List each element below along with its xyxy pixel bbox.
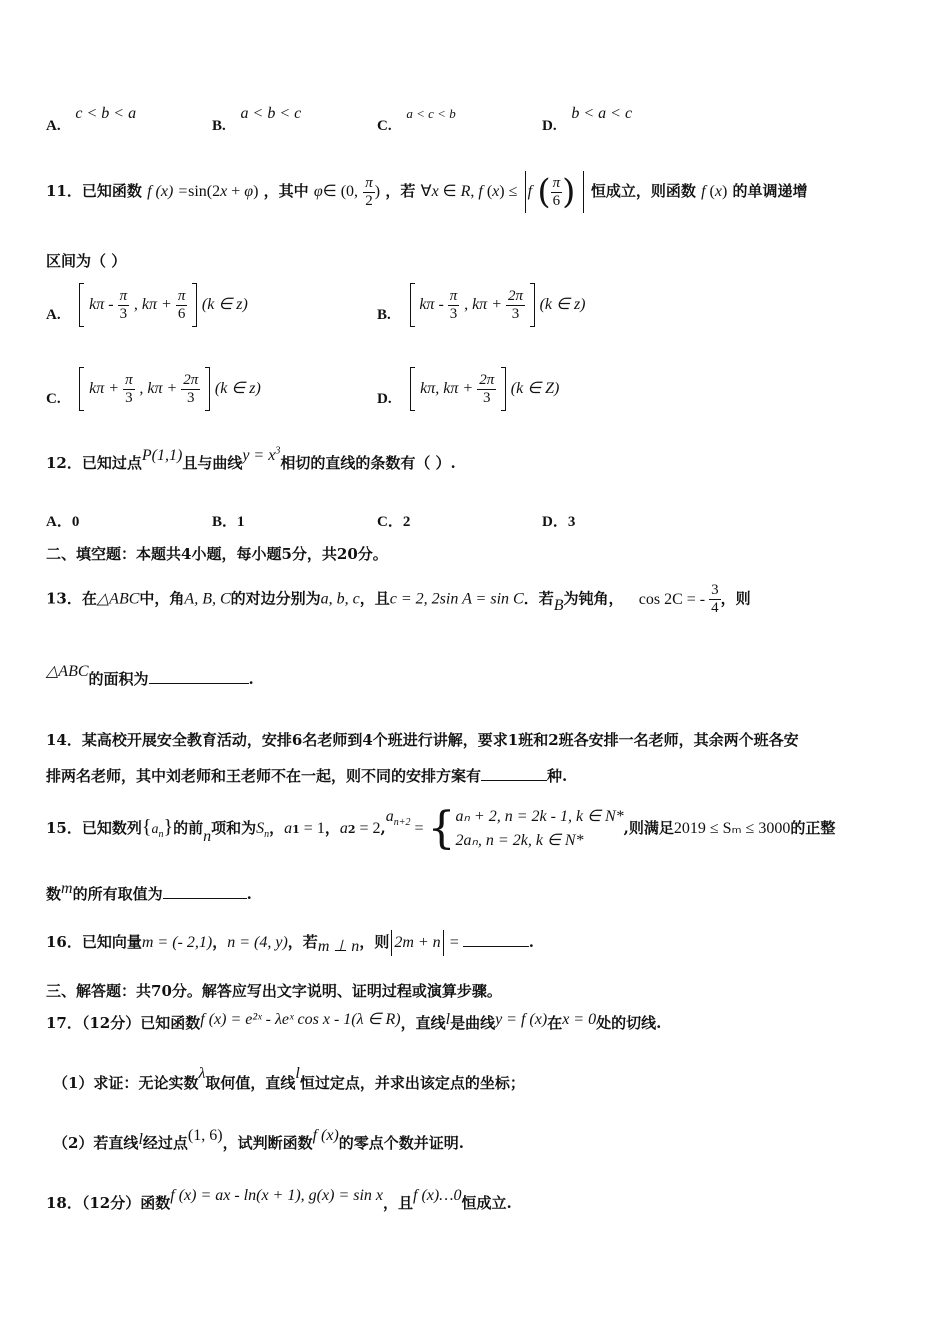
q14-end: 种. — [547, 767, 568, 785]
frac-den: 4 — [711, 600, 719, 616]
q15-case-1: aₙ + 2, n = 2k - 1, k ∈ N* — [455, 808, 624, 825]
option-label: B. — [377, 307, 391, 323]
frac-den: 3 — [511, 305, 520, 322]
q18-text-1: 18．（12分）函数 — [46, 1194, 171, 1212]
q10-option-a — [46, 104, 137, 134]
q13-text-1: 13．在 — [46, 589, 97, 608]
q12-text-3: 相切的直线的条数有（ ）. — [280, 454, 456, 472]
q15-text-5: 的正整 — [790, 819, 836, 837]
interval-left: kπ - — [89, 296, 118, 313]
q12-text-2: 且与曲线 — [182, 454, 243, 472]
q17-stem: 17．（12分）已知函数f (x) = e²ˣ - λeˣ cos x - 1(λ ∈ R)，直线l是曲线y = f (x)在x = 0处的切线. — [46, 1011, 662, 1032]
q13-text-6: 为钝角， — [563, 589, 624, 608]
option-value: 0 — [71, 514, 80, 530]
q17-p2-text-1: （2）若直线 — [53, 1134, 139, 1152]
q15-answer-blank[interactable] — [163, 884, 247, 899]
q11-stem-line2: 区间为（ ） — [46, 252, 127, 270]
q16-perp: m ⊥ n — [317, 938, 360, 955]
q18-text-2: ，且 — [383, 1194, 414, 1212]
option-label: A. — [46, 118, 61, 134]
q13-text-3: 的对边分别为 — [230, 589, 321, 608]
option-label: D. — [542, 118, 557, 134]
q11-option-c — [46, 367, 261, 411]
q15-text-4: ,则满足 — [623, 819, 674, 837]
q16-end: . — [528, 933, 534, 951]
q12-option-a — [46, 510, 79, 531]
interval-left: kπ + — [89, 380, 124, 397]
q12-stem — [46, 445, 456, 473]
q16-text-1: 16．已知向量 — [46, 933, 142, 951]
q17-p1-text-1: （1）求证：无论实数 — [53, 1074, 199, 1092]
option-label: B． — [212, 514, 238, 530]
q11-text-4: 恒成立，则函数 — [590, 182, 696, 200]
q11-phi: φ — [313, 183, 323, 200]
q12-point: P(1,1) — [141, 447, 183, 464]
q13-condition: c = 2, 2sin A = sin C — [389, 590, 524, 608]
interval-left: kπ - — [419, 296, 448, 313]
interval-tail: (k ∈ Z) — [510, 380, 560, 397]
q13-sides: a, b, c — [320, 590, 360, 608]
q13-answer-blank[interactable] — [149, 669, 249, 684]
option-label: D． — [542, 514, 568, 530]
q13-end: . — [248, 670, 254, 688]
frac-num: 2π — [508, 287, 524, 304]
q15-text-1: 15．已知数列 — [46, 819, 142, 837]
q16-abs-expr: 2m + n — [394, 934, 441, 951]
q14-text: 排两名老师，其中刘老师和王老师不在一起，则不同的安排方案有 — [46, 767, 482, 785]
frac-num: π — [125, 371, 133, 388]
q11-text-1: 11．已知函数 — [46, 182, 142, 200]
option-label: C. — [377, 118, 392, 134]
frac-den: 3 — [119, 305, 128, 322]
option-label: A. — [46, 307, 61, 323]
q11-text-3: ，若 — [385, 182, 416, 200]
option-expr: b < a < c — [571, 105, 633, 122]
q13-stem: 13．在△ABC中，角A, B, C的对边分别为a, b, c，且c = 2, 2sin A = sin C．若B为钝角， cos 2C = - $\frac{3}{4}$ ，则 — [46, 582, 751, 616]
q11-phi-fraction: $\frac{\pi}{2}$ — [365, 174, 373, 209]
q15-stem: 15．已知数列$\{a_n\}$的前n项和为$S_n$，a1 = 1，$a2 = 2,a_{n+2}$ = { aₙ + 2, n = 2k - 1, k ∈ N* 2aₙ, n = 2k, k ∈ N* ,则满足2019 ≤ Sₘ ≤ 3000的正整 — [46, 803, 836, 854]
interval-mid: , kπ + — [464, 296, 506, 313]
q11-option-a — [46, 283, 248, 327]
q15-stem-line2: 数m的所有取值为 . — [46, 880, 252, 903]
frac-num: π — [449, 287, 458, 304]
q11-abs-right — [583, 171, 584, 213]
q12-curve: $y = x^3$ — [242, 445, 281, 464]
frac-den: 6 — [177, 305, 186, 322]
q17-text-3: 是曲线 — [450, 1014, 496, 1032]
option-expr: a < c < b — [406, 106, 456, 121]
q17-p1-text-3: 恒过定点，并求出该定点的坐标； — [299, 1074, 525, 1092]
q11-abs-left — [525, 171, 526, 213]
frac-num: 3 — [711, 582, 719, 598]
q17-text-4: 在 — [547, 1014, 563, 1032]
q12-option-b — [212, 510, 245, 531]
section-2-heading: 二、填空题：本题共4小题，每小题5分，共20分。 — [46, 545, 388, 563]
q15-range: 2019 ≤ Sₘ ≤ 3000 — [673, 820, 791, 837]
q17-text-2: ，直线 — [400, 1014, 446, 1032]
q15-text-2: 的前 — [173, 819, 204, 837]
q15-text-3: 项和为 — [211, 819, 257, 837]
q18-text-3: 恒成立. — [461, 1194, 512, 1212]
q11-stem: 11．已知函数 f (x) =sin(2x + φ) ，其中 φ∈ (0, $\frac{\pi}{2}$ ) ，若 ∀x ∈ R, f (x) ≤ f ( $\frac{\pi}{6}$ ) 恒成立，则函数 f (x) 的单调递增 — [46, 172, 808, 212]
frac-num: 2π — [183, 371, 199, 388]
q11-option-b — [377, 283, 586, 327]
q17-text-5: 处的切线. — [596, 1014, 662, 1032]
q11-text-2: ，其中 — [263, 182, 309, 200]
option-label: D. — [377, 391, 392, 407]
q15-text-6: 数 — [46, 885, 62, 903]
frac-den: 3 — [187, 389, 195, 406]
q17-point: (1, 6) — [187, 1127, 223, 1144]
interval-mid: , kπ + — [133, 296, 176, 313]
interval-tail: (k ∈ z) — [201, 296, 248, 313]
option-label: A． — [46, 514, 72, 530]
interval-tail: (k ∈ z) — [214, 380, 261, 397]
q12-text-1: 12．已知过点 — [46, 454, 142, 472]
q12-option-d — [542, 510, 575, 531]
option-value: 1 — [237, 514, 245, 530]
frac-den: 3 — [482, 389, 491, 406]
q13-text-8: 的面积为 — [88, 670, 149, 688]
q11-pi6: $\frac{\pi}{6}$ — [552, 174, 561, 209]
option-value: 3 — [567, 514, 576, 530]
q10-option-d — [542, 104, 633, 134]
option-label: C． — [377, 514, 403, 530]
q15-case-2: 2aₙ, n = 2k, k ∈ N* — [455, 832, 584, 849]
interval-mid: , kπ + — [139, 380, 182, 397]
q13-text-2: 中，角 — [139, 589, 185, 608]
option-expr: a < b < c — [240, 105, 302, 122]
q13-stem-line2 — [46, 663, 254, 689]
section-3-heading: 三、解答题：共70分。解答应写出文字说明、证明过程或演算步骤。 — [46, 982, 502, 1000]
interval-tail: (k ∈ z) — [539, 296, 586, 313]
q17-p2-text-4: 的零点个数并证明. — [338, 1134, 465, 1152]
q15-end: . — [246, 885, 252, 903]
option-expr: c < b < a — [75, 105, 137, 122]
q17-part1: （1）求证：无论实数λ取何值，直线l恒过定点，并求出该定点的坐标； — [53, 1065, 525, 1092]
q13-cos: cos 2C = - — [638, 590, 710, 608]
q14-answer-blank[interactable] — [481, 766, 547, 781]
option-label: C. — [46, 391, 61, 407]
frac-num: π — [119, 287, 128, 304]
q17-p2-text-2: 经过点 — [142, 1134, 188, 1152]
frac-num: 2π — [479, 371, 495, 388]
frac-den: 3 — [449, 305, 458, 322]
q14-line2 — [46, 765, 567, 786]
q16-vector-n: n = (4, y) — [227, 934, 288, 951]
option-label: B. — [212, 118, 226, 134]
q13-text-4: ，且 — [359, 589, 390, 608]
q13-text-7: ，则 — [720, 589, 751, 608]
q16-answer-blank[interactable] — [463, 932, 529, 947]
q13-angles: A, B, C — [184, 590, 231, 608]
q18-stem — [46, 1187, 512, 1213]
q16-stem: 16．已知向量m = (- 2,1)，n = (4, y)，若m ⊥ n，则 2m + n = . — [46, 930, 534, 956]
q16-text-3: ，则 — [359, 933, 390, 951]
q17-func: f (x) = e²ˣ - λeˣ cos x - 1(λ ∈ R) — [200, 1011, 401, 1028]
q15-text-7: 的所有取值为 — [72, 885, 163, 903]
q18-cond: f (x)…0 — [413, 1187, 462, 1204]
q13-triangle: △ABC — [46, 663, 89, 680]
frac-den: 3 — [125, 389, 133, 406]
q11-func: f (x) = — [147, 183, 189, 200]
q17-p2-text-3: ，试判断函数 — [222, 1134, 313, 1152]
option-value: 2 — [402, 514, 411, 530]
q17-at: x = 0 — [562, 1011, 597, 1028]
q13-triangle: △ABC — [96, 590, 140, 608]
q11-option-d — [377, 367, 559, 411]
q17-part2: （2）若直线l经过点(1, 6)，试判断函数f (x)的零点个数并证明. — [53, 1127, 465, 1152]
q18-func: f (x) = ax - ln(x + 1), g(x) = sin x — [170, 1187, 384, 1204]
interval-left: kπ, kπ + — [420, 380, 478, 397]
q17-p1-text-2: 取何值，直线 — [205, 1074, 296, 1092]
q10-option-c — [377, 104, 456, 134]
q17-text-1: 17．（12分）已知函数 — [46, 1014, 201, 1032]
q11-forall: ∀ — [420, 183, 432, 200]
q12-option-c — [377, 510, 410, 531]
q10-option-b — [212, 104, 302, 134]
q17-curve: y = f (x) — [495, 1011, 548, 1028]
q16-eq: = — [445, 934, 463, 951]
q16-vector-m: m = (- 2,1) — [141, 934, 213, 951]
q16-text-2: ，若 — [287, 933, 318, 951]
q11-text-5: 的单调递增 — [732, 182, 808, 200]
frac-num: π — [177, 287, 186, 304]
q14-line1: 14．某高校开展安全教育活动，安排6名老师到4个班进行讲解，要求1班和2班各安排一名老师，其余两个班各安 — [46, 731, 799, 749]
q13-text-5: ．若 — [523, 589, 554, 608]
